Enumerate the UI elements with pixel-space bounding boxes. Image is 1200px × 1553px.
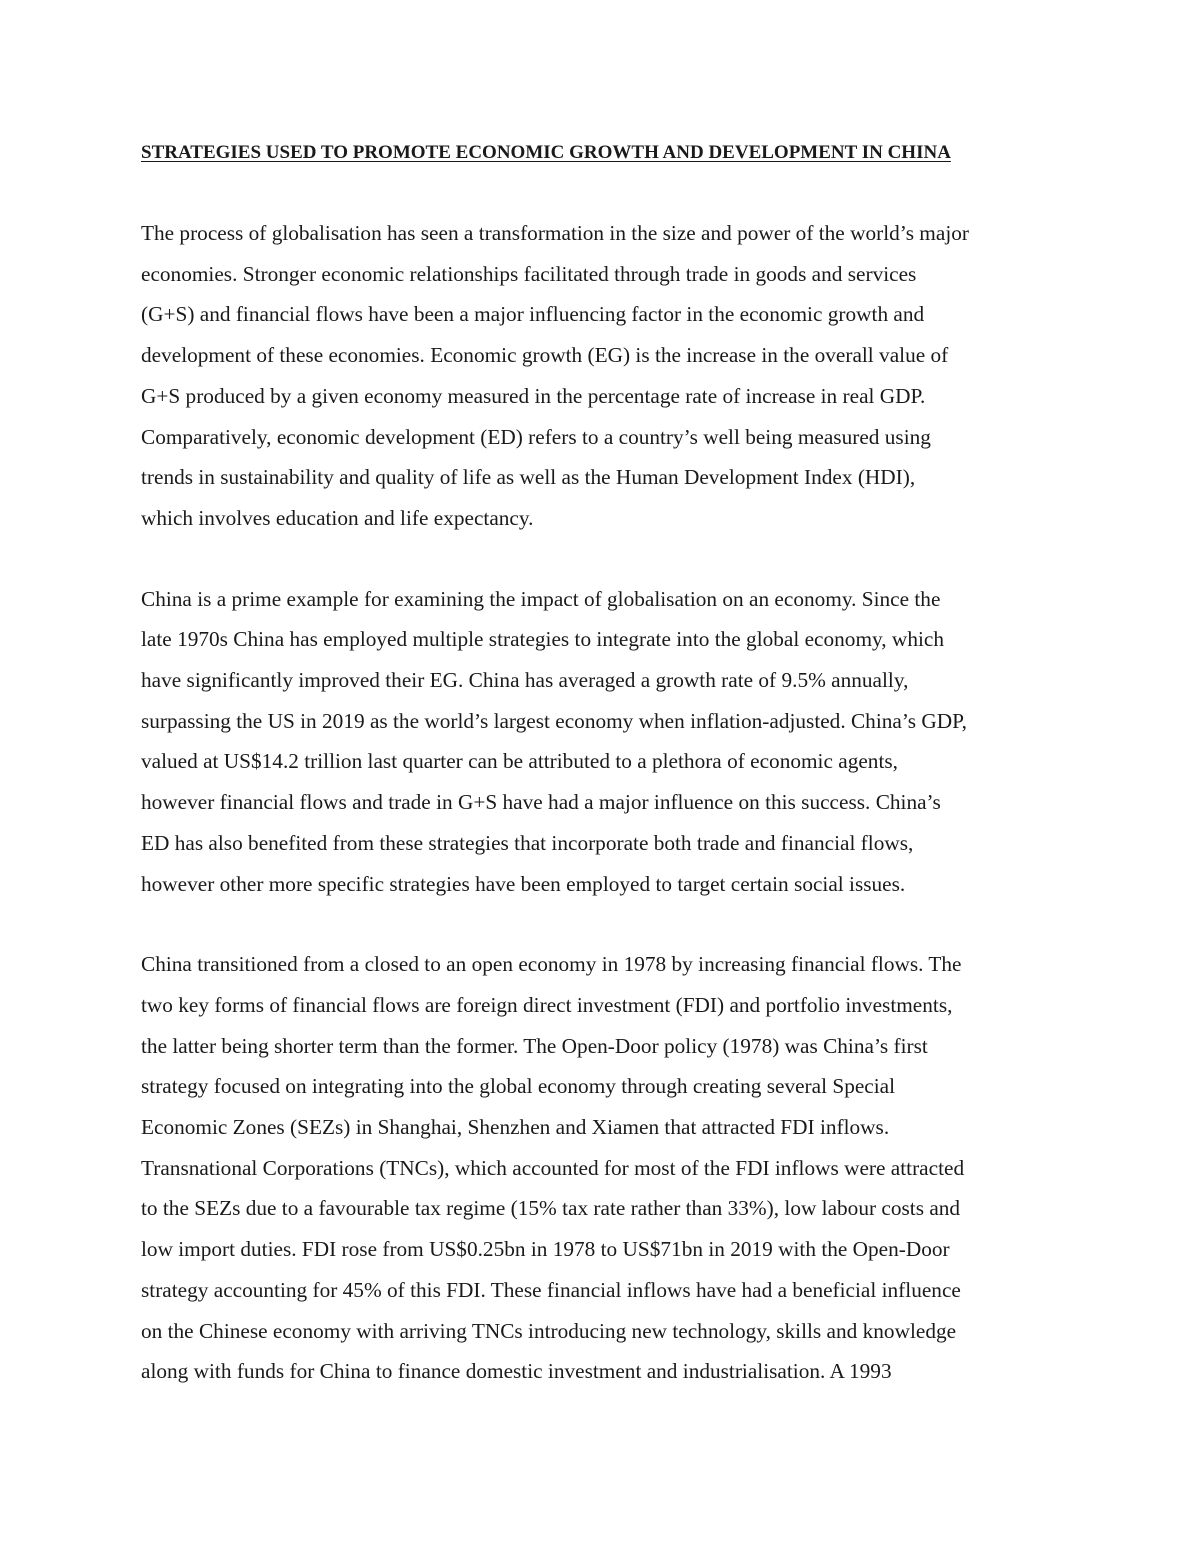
paragraph-china-example: China is a prime example for examining the impact of globalisation on an economy. Since the late 1970s China has employed multiple strategies to integrate into the global economy, which have significantly improved their EG. China has averaged a growth rate of 9.5% annually, surpassing the US in 2019 as the world’s largest economy when inflation-adjusted. China’s GDP, valued at US$14.2 trillion last quarter can be attributed to a plethora of economic agents, however financial flows and trade in G+S have had a major influence on this success. China’s ED has also benefited from these strategies that incorporate both trade and financial flows, however other more specific strategies have been employed to target certain social issues. [141, 586, 967, 896]
paragraph-open-economy: China transitioned from a closed to an open economy in 1978 by increasing financial flows. The two key forms of financial flows are foreign direct investment (FDI) and portfolio investments, the latter being shorter term than the former. The Open-Door policy (1978) was China’s first strategy focused on integrating into the global economy through creating several Special Economic Zones (SEZs) in Shanghai, Shenzhen and Xiamen that attracted FDI inflows. Transnational Corporations (TNCs), which accounted for most of the FDI inflows were attracted to the SEZs due to a favourable tax regime (15% tax rate rather than 33%), low labour costs and low import duties. FDI rose from US$0.25bn in 1978 to US$71bn in 2019 with the Open-Door strategy accounting for 45% of this FDI. These financial inflows have had a beneficial influence on the Chinese economy with arriving TNCs introducing new technology, skills and knowledge along with funds for China to finance domestic investment and industrialisation. A 1993 [141, 952, 965, 1384]
document-title: STRATEGIES USED TO PROMOTE ECONOMIC GROWTH AND DEVELOPMENT IN CHINA [141, 142, 951, 163]
document-body [141, 138, 1071, 1392]
paragraph-introduction: The process of globalisation has seen a transformation in the size and power of the world’s major economies. Stronger economic relationships facilitated through trade in goods and services (G+S) and financial flows have been a major influencing factor in the economic growth and development of these economies. Economic growth (EG) is the increase in the overall value of G+S produced by a given economy measured in the percentage rate of increase in real GDP. Comparatively, economic development (ED) refers to a country’s well being measured using trends in sustainability and quality of life as well as the Human Development Index (HDI), which involves education and life expectancy. [141, 221, 969, 530]
